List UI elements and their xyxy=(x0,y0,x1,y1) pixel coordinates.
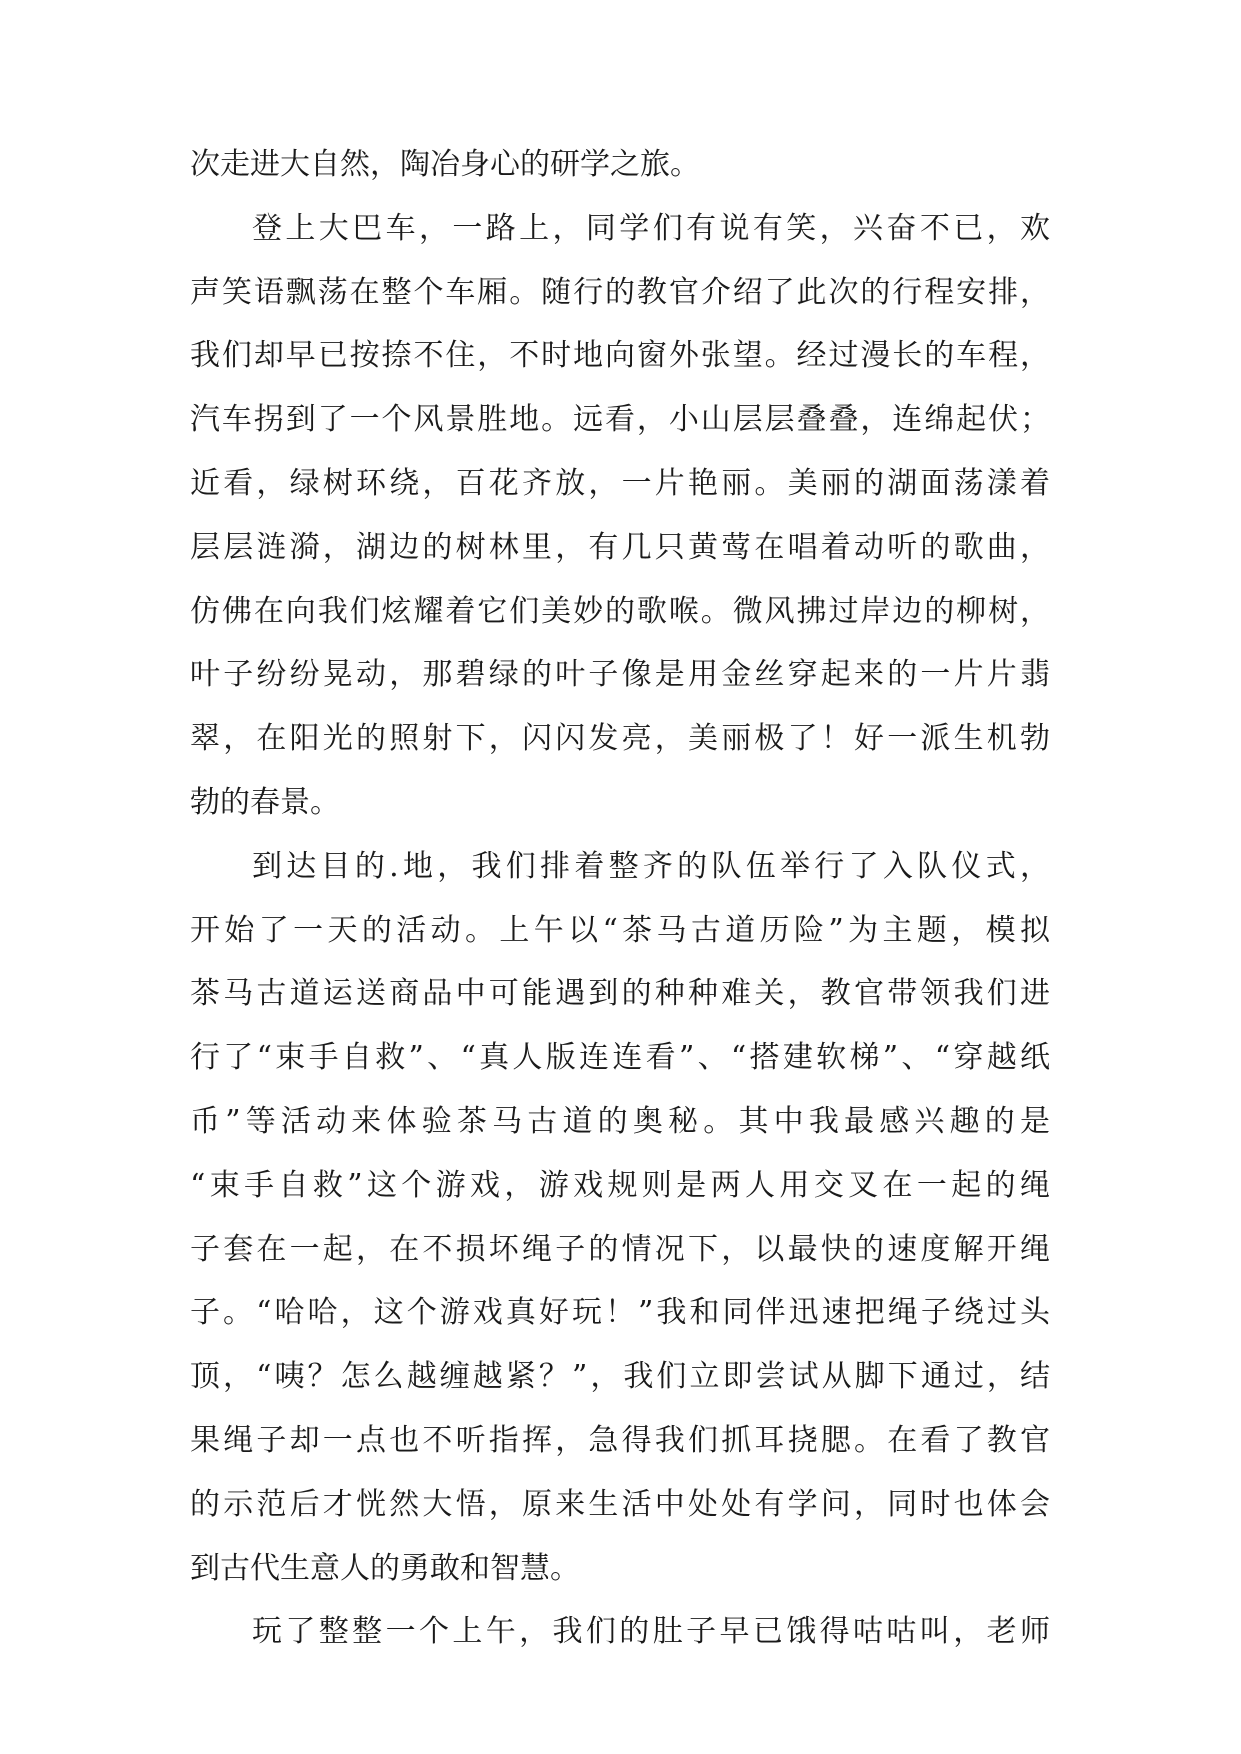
text-line: 汽车拐到了一个风景胜地。远看，小山层层叠叠，连绵起伏； xyxy=(190,402,1050,438)
text-line: 子。“哈哈，这个游戏真好玩！”我和同伴迅速把绳子绕过头 xyxy=(190,1295,1050,1331)
text-line: 币”等活动来体验茶马古道的奥秘。其中我最感兴趣的是 xyxy=(190,1103,1050,1139)
text-line: 开始了一天的活动。上午以“茶马古道历险”为主题，模拟 xyxy=(190,912,1050,948)
text-line: 叶子纷纷晃动，那碧绿的叶子像是用金丝穿起来的一片片翡 xyxy=(190,657,1050,693)
text-line: 近看，绿树环绕，百花齐放，一片艳丽。美丽的湖面荡漾着 xyxy=(190,465,1050,501)
text-line: 果绳子却一点也不听指挥，急得我们抓耳挠腮。在看了教官 xyxy=(190,1422,1050,1458)
text-line: 层层涟漪，湖边的树林里，有几只黄莺在唱着动听的歌曲， xyxy=(190,529,1050,565)
paragraph-first-line: 玩了整整一个上午，我们的肚子早已饿得咕咕叫，老师 xyxy=(252,1614,1050,1650)
text-line: 翠，在阳光的照射下，闪闪发亮，美丽极了！好一派生机勃 xyxy=(190,721,1050,757)
text-line: 勃的春景。 xyxy=(190,784,340,820)
text-line: 顶，“咦？怎么越缠越紧？”，我们立即尝试从脚下通过，结 xyxy=(190,1359,1050,1395)
text-line: 次走进大自然，陶冶身心的研学之旅。 xyxy=(190,147,700,182)
text-line: 仿佛在向我们炫耀着它们美妙的歌喉。微风拂过岸边的柳树， xyxy=(190,593,1050,629)
text-line: 行了“束手自救”、“真人版连连看”、“搭建软梯”、“穿越纸 xyxy=(190,1040,1050,1076)
essay-body xyxy=(190,147,1050,1681)
paragraph-first-line: 到达目的.地，我们排着整齐的队伍举行了入队仪式， xyxy=(252,848,1050,884)
text-line: 茶马古道运送商品中可能遇到的种种难关，教官带领我们进 xyxy=(190,976,1050,1012)
text-line: 声笑语飘荡在整个车厢。随行的教官介绍了此次的行程安排， xyxy=(190,274,1050,310)
text-line: “束手自救”这个游戏，游戏规则是两人用交叉在一起的绳 xyxy=(190,1167,1050,1203)
text-line: 的示范后才恍然大悟，原来生活中处处有学问，同时也体会 xyxy=(190,1486,1050,1522)
text-line: 到古代生意人的勇敢和智慧。 xyxy=(190,1550,580,1586)
text-line: 我们却早已按捺不住，不时地向窗外张望。经过漫长的车程， xyxy=(190,338,1050,374)
paragraph-first-line: 登上大巴车，一路上，同学们有说有笑，兴奋不已，欢 xyxy=(252,210,1050,246)
text-line: 子套在一起，在不损坏绳子的情况下，以最快的速度解开绳 xyxy=(190,1231,1050,1267)
